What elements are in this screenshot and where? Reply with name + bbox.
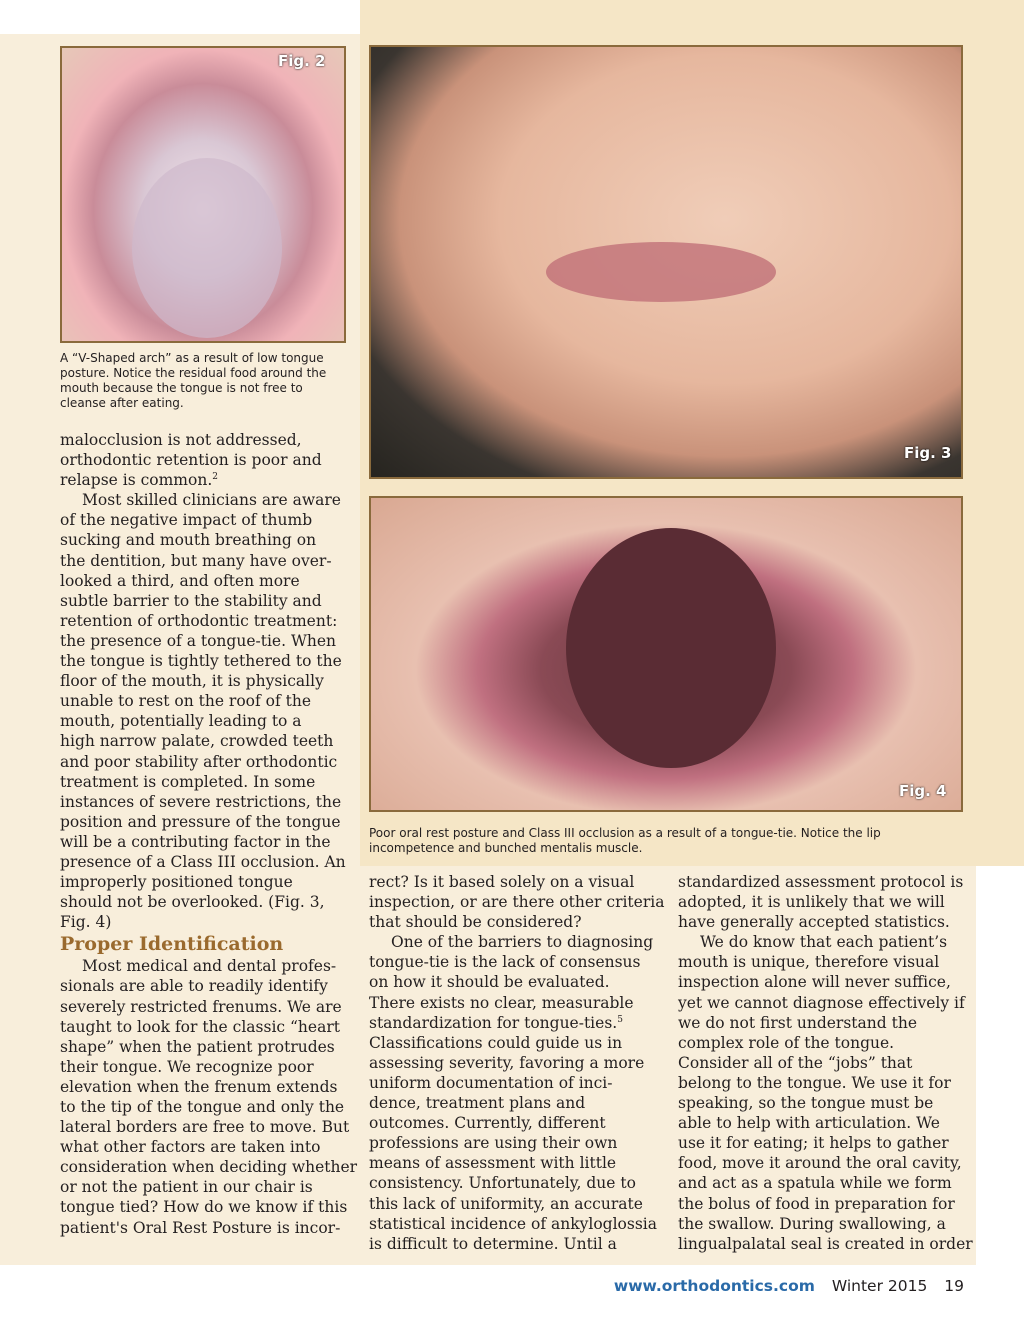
text-line: the dentition, but many have over- — [60, 551, 332, 570]
text-line: Most skilled clinicians are aware — [82, 491, 341, 510]
text-line: dence, treatment plans and — [369, 1094, 586, 1113]
text-line: relapse is common.$^2$ — [60, 471, 218, 490]
text-column-3 — [678, 872, 978, 1254]
text-line: tongue-tie is the lack of consensus — [369, 953, 641, 972]
text-line: retention of orthodontic treatment: — [60, 611, 338, 630]
text-line: consideration when deciding whether — [60, 1158, 358, 1177]
text-line: mouth, potentially leading to a — [60, 712, 302, 731]
text-line: looked a third, and often more — [60, 571, 300, 590]
text-line: food, move it around the oral cavity, — [678, 1154, 962, 1173]
text-line: or not the patient in our chair is — [60, 1178, 313, 1197]
text-line: high narrow palate, crowded teeth — [60, 732, 334, 751]
text-line: should not be overlooked. (Fig. 3, — [60, 893, 325, 912]
text-line: We do know that each patient’s — [700, 933, 948, 952]
text-line: position and pressure of the tongue — [60, 812, 341, 831]
text-line: elevation when the frenum extends — [60, 1077, 338, 1096]
text-line: complex role of the tongue. — [678, 1033, 895, 1052]
text-line: outcomes. Currently, different — [369, 1114, 606, 1133]
text-line: Classifications could guide us in — [369, 1033, 623, 1052]
text-line: improperly positioned tongue — [60, 873, 293, 892]
text-line: adopted, it is unlikely that we will — [678, 893, 945, 912]
text-line: professions are using their own — [369, 1134, 618, 1153]
text-line: Consider all of the “jobs” that — [678, 1053, 913, 1072]
text-line: and poor stability after orthodontic — [60, 752, 338, 771]
text-line: shape” when the patient protrudes — [60, 1037, 335, 1056]
text-line: will be a contributing factor in the — [60, 832, 331, 851]
text-line: their tongue. We recognize poor — [60, 1057, 314, 1076]
citation-ref: 2 — [212, 472, 218, 483]
figure-3-label: Fig. 3 — [904, 444, 952, 462]
text-line: able to help with articulation. We — [678, 1114, 940, 1133]
text-line: of the negative impact of thumb — [60, 511, 313, 530]
figure-4-label: Fig. 4 — [899, 782, 947, 800]
text-line: treatment is completed. In some — [60, 772, 316, 791]
text-line: to the tip of the tongue and only the — [60, 1098, 345, 1116]
text-line: means of assessment with little — [369, 1154, 617, 1173]
text-line: severely restricted frenums. We are — [60, 997, 342, 1016]
text-line: unable to rest on the roof of the — [60, 692, 312, 711]
text-line: inspection alone will never suffice, — [678, 973, 951, 992]
text-line: floor of the mouth, it is physically — [60, 672, 324, 691]
text-line: sucking and mouth breathing on — [60, 531, 317, 550]
figure-2-caption: A “V-Shaped arch” as a result of low tongue posture. Notice the residual food around the mouth because the tongue is not free to cleanse after eating. — [60, 351, 327, 410]
footer-issue: Winter 2015 — [831, 1277, 928, 1295]
text-line: and act as a spatula while we form — [678, 1174, 952, 1193]
text-line: instances of severe restrictions, the — [60, 792, 342, 811]
text-line: assessing severity, favoring a more — [369, 1053, 645, 1072]
text-line: what other factors are taken into — [60, 1138, 321, 1157]
text-line: the bolus of food in preparation for — [678, 1194, 955, 1213]
text-line: uniform documentation of inci- — [369, 1073, 613, 1092]
text-line: Most medical and dental profes- — [82, 957, 337, 976]
text-line: taught to look for the classic “heart — [60, 1017, 340, 1036]
text-line: tongue tied? How do we know if this — [60, 1198, 348, 1217]
figure-2-label: Fig. 2 — [278, 52, 326, 70]
page-footer — [0, 1277, 964, 1295]
footer-website-link[interactable]: www.orthodontics.com — [613, 1277, 815, 1295]
text-line: mouth is unique, therefore visual — [678, 953, 940, 972]
text-line: the tongue is tightly tethered to the — [60, 652, 342, 671]
text-line: sionals are able to readily identify — [60, 977, 328, 996]
text-column-1 — [60, 430, 360, 1238]
text-line: malocclusion is not addressed, — [60, 431, 302, 449]
page-number: 19 — [944, 1277, 964, 1295]
text-line: lateral borders are free to move. But — [60, 1118, 350, 1137]
text-line: standardization for tongue-ties.$^5$ — [369, 1013, 623, 1032]
text-line: use it for eating; it helps to gather — [678, 1134, 949, 1153]
text-line: on how it should be evaluated. — [369, 973, 610, 992]
figure-4-photo — [369, 496, 963, 812]
text-line: One of the barriers to diagnosing — [391, 933, 654, 952]
text-line: yet we cannot diagnose effectively if — [678, 993, 965, 1012]
text-line: we do not first understand the — [678, 1013, 917, 1032]
figure-3-4-caption: Poor oral rest posture and Class III occlusion as a result of a tongue-tie. Notice the lip incompetence and bunched mentalis muscle. — [369, 826, 881, 855]
text-line: There exists no clear, measurable — [369, 993, 634, 1012]
text-line: patient's Oral Rest Posture is incor- — [60, 1218, 341, 1237]
text-line: presence of a Class III occlusion. An — [60, 852, 346, 871]
text-line: belong to the tongue. We use it for — [678, 1073, 951, 1092]
text-line: rect? Is it based solely on a visual — [369, 873, 635, 891]
text-line: orthodontic retention is poor and — [60, 451, 322, 470]
text-line: have generally accepted statistics. — [678, 913, 950, 932]
text-line: the presence of a tongue-tie. When — [60, 631, 337, 650]
section-heading: Proper Identification — [60, 933, 284, 956]
text-line: Fig. 4) — [60, 913, 112, 932]
text-column-2 — [369, 872, 669, 1254]
text-line: the swallow. During swallowing, a — [678, 1214, 946, 1233]
figure-2-photo — [60, 46, 346, 343]
text-line: speaking, so the tongue must be — [678, 1094, 934, 1113]
text-line: statistical incidence of ankyloglossia — [369, 1214, 657, 1233]
text-line: that should be considered? — [369, 913, 582, 932]
text-line: consistency. Unfortunately, due to — [369, 1174, 636, 1193]
text-line: lingualpalatal seal is created in order — [678, 1234, 973, 1253]
text-line: this lack of uniformity, an accurate — [369, 1194, 643, 1213]
text-line: standardized assessment protocol is — [678, 873, 964, 891]
text-line: is difficult to determine. Until a — [369, 1234, 617, 1253]
figure-3-photo — [369, 45, 963, 479]
text-line: subtle barrier to the stability and — [60, 591, 322, 610]
citation-ref: 5 — [617, 1014, 623, 1025]
text-line: inspection, or are there other criteria — [369, 893, 665, 912]
